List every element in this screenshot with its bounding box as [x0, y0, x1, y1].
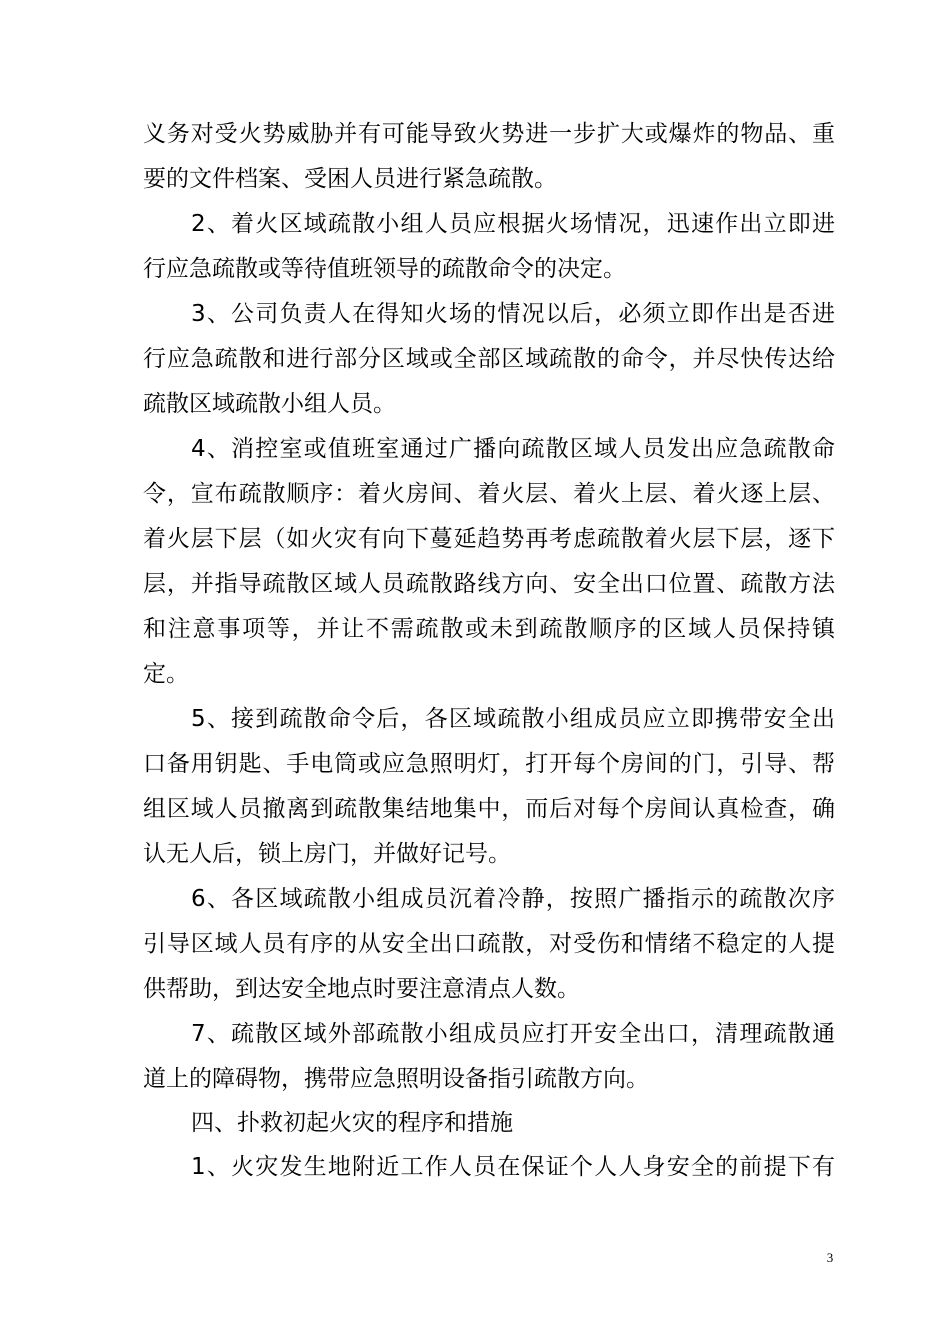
text-line: 3、公司负责人在得知火场的情况以后，必须立即作出是否进	[191, 301, 835, 327]
text-line: 1、火灾发生地附近工作人员在保证个人人身安全的前提下有	[191, 1154, 835, 1180]
text-line: 供帮助，到达安全地点时要注意清点人数。	[143, 976, 580, 1002]
text-line: 口备用钥匙、手电筒或应急照明灯，打开每个房间的门，引导、帮	[143, 751, 835, 777]
text-line: 定。	[143, 661, 189, 687]
text-line: 引导区域人员有序的从安全出口疏散，对受伤和情绪不稳定的人提	[143, 931, 835, 957]
text-line: 行应急疏散或等待值班领导的疏散命令的决定。	[143, 256, 626, 282]
text-line: 义务对受火势威胁并有可能导致火势进一步扩大或爆炸的物品、重	[143, 121, 835, 147]
text-line: 认无人后，锁上房门，并做好记号。	[143, 841, 511, 867]
text-line: 4、消控室或值班室通过广播向疏散区域人员发出应急疏散命	[191, 436, 835, 462]
text-line: 和注意事项等，并让不需疏散或未到疏散顺序的区域人员保持镇	[143, 616, 835, 642]
text-line: 组区域人员撤离到疏散集结地集中，而后对每个房间认真检查，确	[143, 796, 835, 822]
text-line: 行应急疏散和进行部分区域或全部区域疏散的命令，并尽快传达给	[143, 346, 835, 372]
text-line: 7、疏散区域外部疏散小组成员应打开安全出口，清理疏散通	[191, 1021, 835, 1047]
text-line: 2、着火区域疏散小组人员应根据火场情况，迅速作出立即进	[191, 211, 835, 237]
text-line: 道上的障碍物，携带应急照明设备指引疏散方向。	[143, 1066, 649, 1092]
text-line: 6、各区域疏散小组成员沉着冷静，按照广播指示的疏散次序	[191, 886, 835, 912]
text-line: 令，宣布疏散顺序：着火房间、着火层、着火上层、着火逐上层、	[143, 481, 835, 507]
page-number: 3	[826, 1250, 834, 1265]
text-line: 着火层下层（如火灾有向下蔓延趋势再考虑疏散着火层下层，逐下	[143, 526, 835, 552]
text-line: 疏散区域疏散小组人员。	[143, 391, 396, 417]
text-line: 5、接到疏散命令后，各区域疏散小组成员应立即携带安全出	[191, 706, 835, 732]
text-line: 层，并指导疏散区域人员疏散路线方向、安全出口位置、疏散方法	[143, 571, 835, 597]
section-heading: 四、扑救初起火灾的程序和措施	[191, 1110, 513, 1136]
text-line: 要的文件档案、受困人员进行紧急疏散。	[143, 166, 557, 192]
